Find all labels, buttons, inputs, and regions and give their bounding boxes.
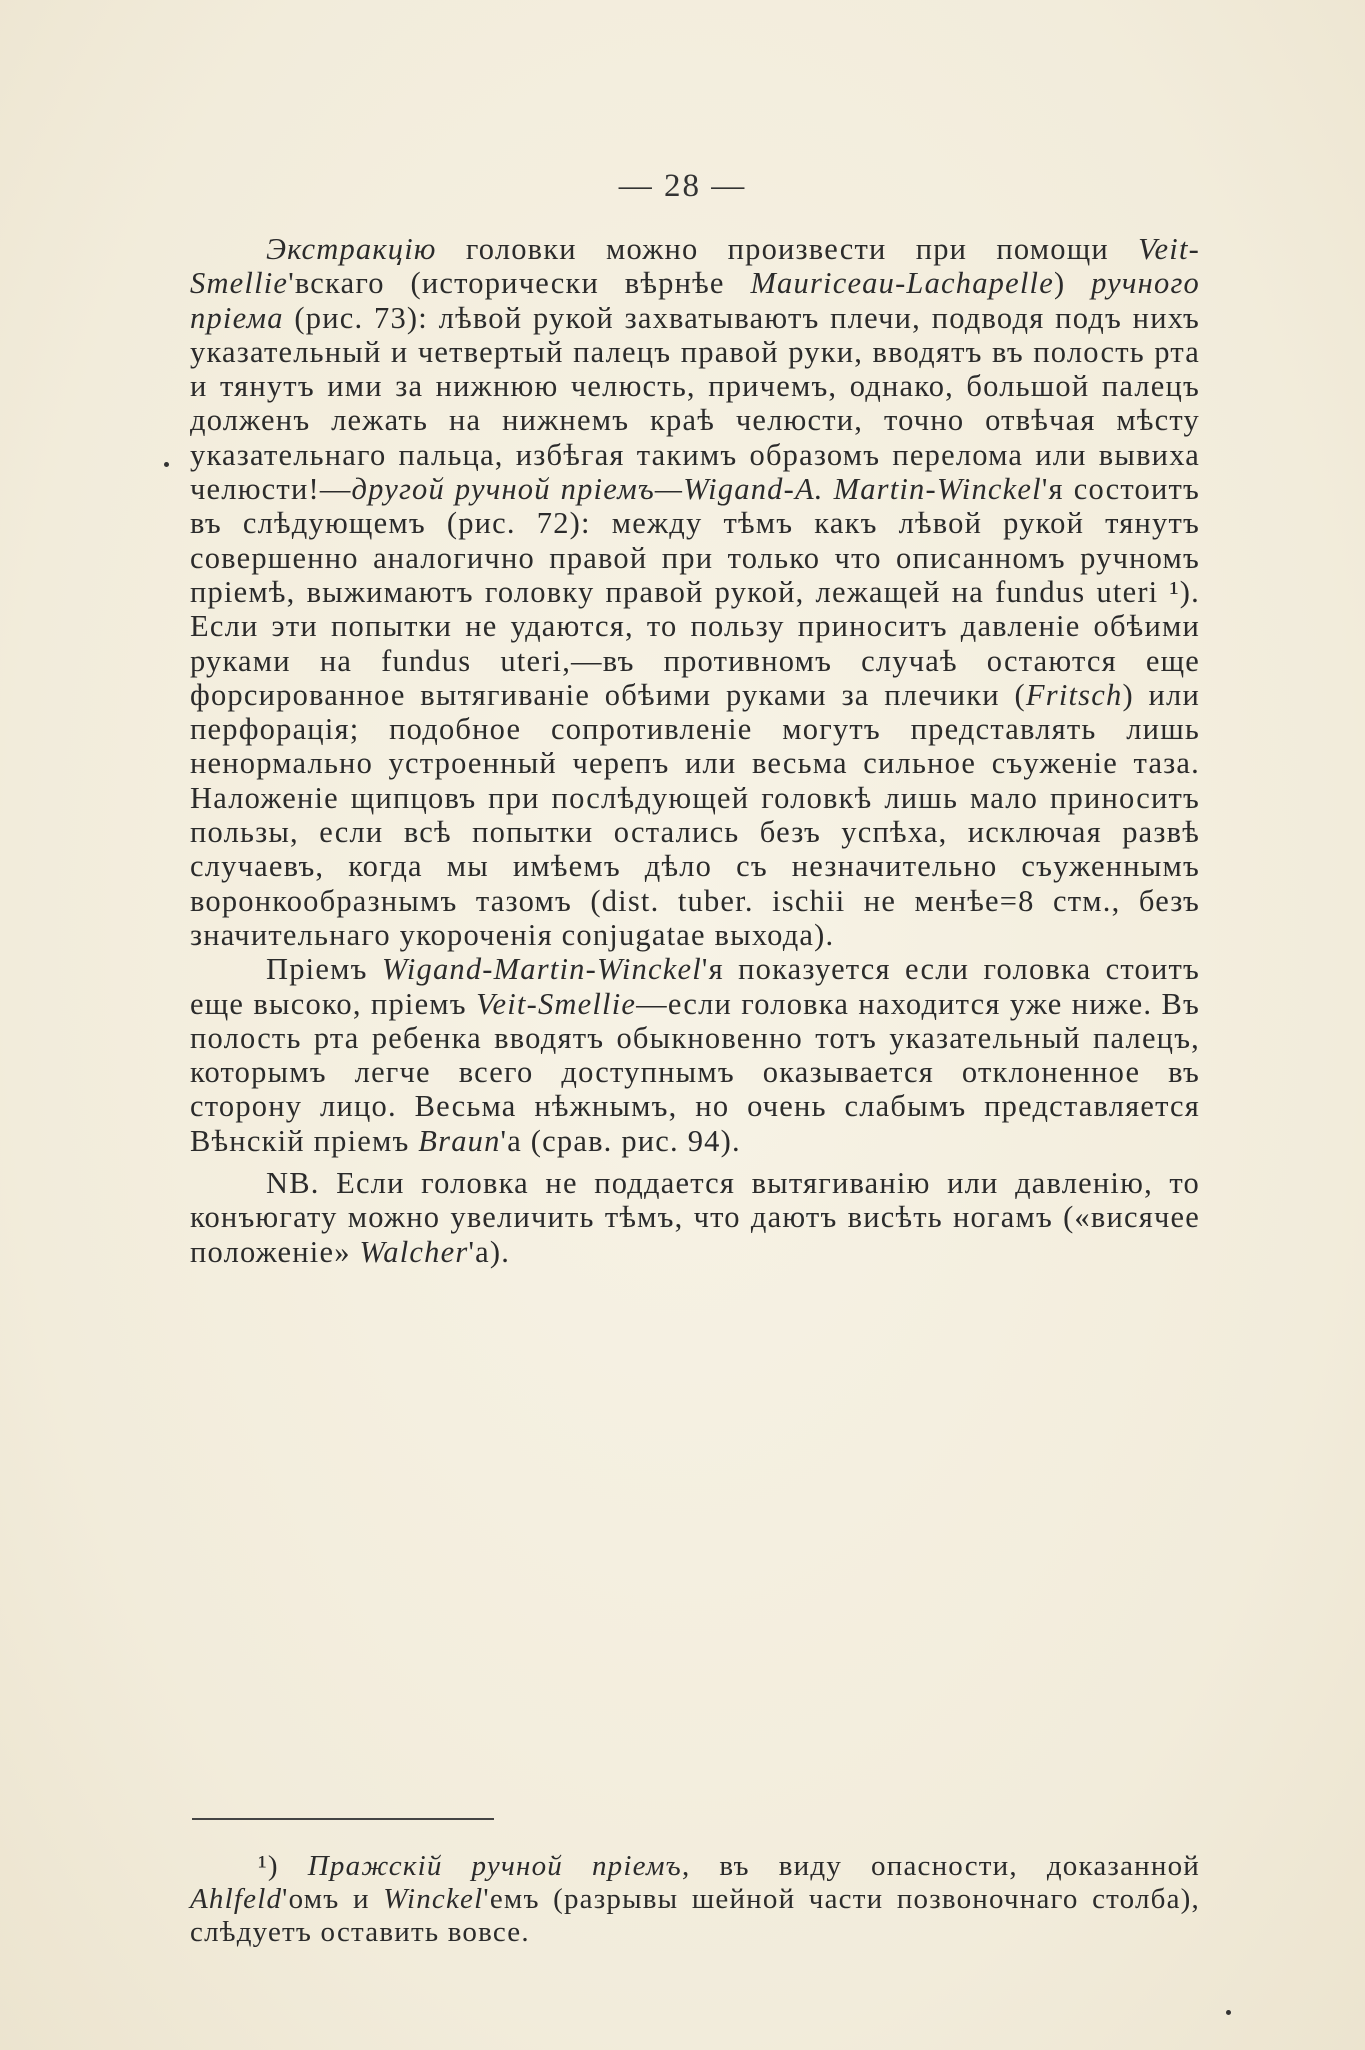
main-text bbox=[190, 232, 1200, 1269]
italic-run: Veit-Smellie bbox=[190, 232, 1200, 301]
margin-speck bbox=[164, 462, 169, 467]
italic-run: ручного пріема bbox=[190, 266, 1200, 335]
italic-run: Winckel bbox=[383, 1883, 484, 1915]
paragraph-nb bbox=[190, 1166, 1200, 1269]
text-run: 'а). bbox=[468, 1234, 511, 1269]
paragraph-1 bbox=[190, 232, 1200, 952]
text-run: 'вскаго (исторически вѣрнѣе bbox=[288, 266, 751, 301]
text-run: ) или перфорація; подобное сопротивленіе могутъ представлять лишь ненормально устроенный черепъ или весьма сильное съуженіе таза. Наложеніе щипцовъ при послѣдующей головкѣ лишь мало приноситъ пользы, если всѣ попытки остались безъ успѣха, исключая развѣ случаевъ, когда мы имѣемъ дѣло съ незначительно съуженнымъ воронкообразнымъ тазомъ (dist. tuber. ischii не менѣе=8 стм., безъ значительнаго укороченія conjugatae выхода). bbox=[190, 677, 1200, 952]
text-run: ¹) bbox=[258, 1850, 308, 1882]
paragraph-2 bbox=[190, 952, 1200, 1158]
italic-run: другой ручной пріемъ—Wigand-A. Martin-Winckel bbox=[351, 472, 1042, 507]
text-run: 'а (срав. рис. 94). bbox=[500, 1123, 741, 1158]
text-run: —если головка находится уже ниже. Въ полость рта ребенка вводятъ обыкновенно тотъ указательный палецъ, которымъ легче всего доступнымъ оказывается отклоненное въ сторону лицо. Весьма нѣжнымъ, но очень слабымъ представляется Вѣнскій пріемъ bbox=[190, 986, 1201, 1158]
text-run: 'я показуется если головка стоитъ еще высоко, пріемъ bbox=[190, 952, 1200, 1021]
text-run: 'омъ и bbox=[282, 1883, 384, 1915]
text-run: NB. Если головка не поддается вытягиванію или давленію, то конъюгату можно увеличить тѣмъ, что даютъ висѣть ногамъ («висячее положеніе» bbox=[190, 1166, 1200, 1269]
margin-speck bbox=[1226, 2010, 1231, 2015]
text-run: , въ виду опасности, доказанной bbox=[681, 1850, 1200, 1882]
footnote bbox=[190, 1850, 1200, 1949]
italic-run: Mauriceau-Lachapelle bbox=[750, 266, 1054, 301]
italic-run: Wigand-Martin-Winckel bbox=[381, 952, 702, 987]
italic-run: Fritsch bbox=[1025, 677, 1123, 712]
page-number: — 28 — bbox=[618, 168, 747, 204]
footnote-text bbox=[190, 1850, 1200, 1949]
italic-run: Veit-Smellie bbox=[476, 986, 637, 1021]
italic-run: Braun bbox=[418, 1123, 501, 1158]
italic-run: Экстракцію bbox=[266, 232, 437, 266]
italic-run: Ahlfeld bbox=[190, 1883, 283, 1915]
text-run: Пріемъ bbox=[266, 952, 382, 987]
text-run: (рис. 73): лѣвой рукой захватываютъ плечи, подводя подъ нихъ указательный и четвертый палецъ правой руки, вводятъ въ полость рта и тянутъ ими за нижнюю челюсть, причемъ, однако, большой палецъ долженъ лежать на нижнемъ краѣ челюсти, точно отвѣчая мѣсту указательнаго пальца, избѣгая такимъ образомъ перелома или вывиха челюсти!— bbox=[190, 300, 1200, 507]
italic-run: Пражскій ручной пріемъ bbox=[307, 1850, 682, 1882]
text-run: 'я состоитъ въ слѣдующемъ (рис. 72): между тѣмъ какъ лѣвой рукой тянутъ совершенно аналогично правой при только что описанномъ ручномъ пріемѣ, выжимаютъ головку правой рукой, лежащей на fundus uteri ¹). Если эти попытки не удаются, то пользу приноситъ давленіе обѣими руками на fundus uteri,—въ противномъ случаѣ остаются еще форсированное вытягиваніе обѣими руками за плечики ( bbox=[190, 472, 1200, 712]
text-run: 'емъ (разрывы шейной части позвоночнаго столба), слѣдуетъ оставить вовсе. bbox=[190, 1883, 1200, 1948]
footnote-divider bbox=[192, 1818, 494, 1820]
text-run: ) bbox=[1053, 266, 1092, 301]
text-run: головки можно произвести при помощи bbox=[436, 232, 1139, 266]
italic-run: Walcher bbox=[359, 1234, 469, 1269]
